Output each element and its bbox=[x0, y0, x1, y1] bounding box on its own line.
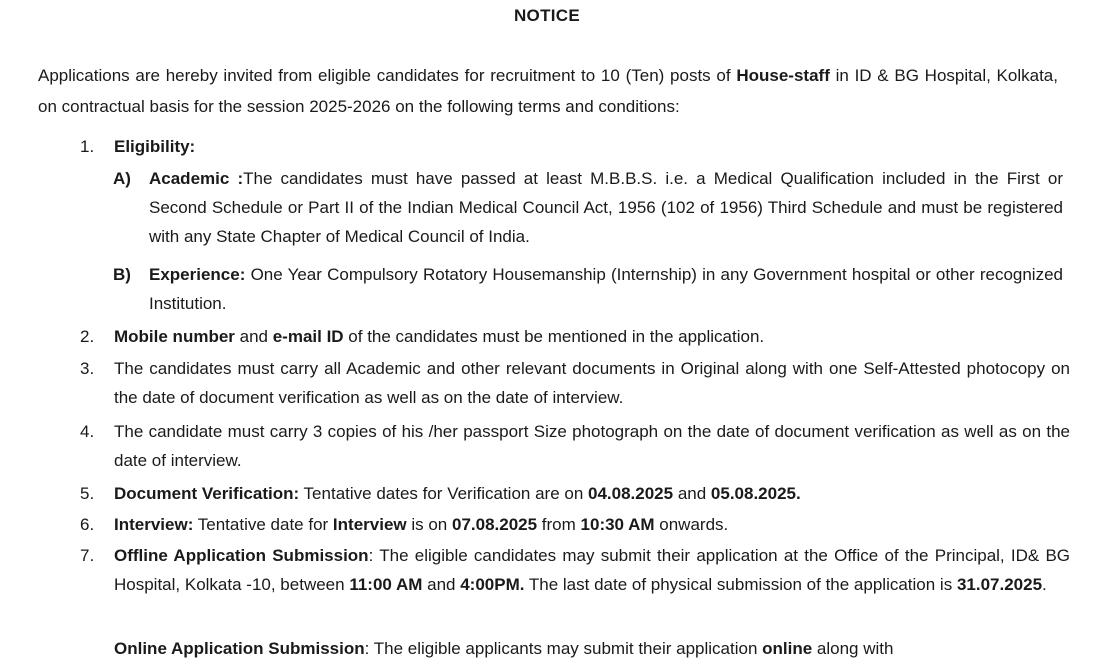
sub-item-experience bbox=[113, 260, 1063, 318]
notice-title: NOTICE bbox=[513, 6, 581, 25]
item-text: The candidate must carry 3 copies of his /her passport Size photograph on the date of document verification as well as on the date of interview. bbox=[114, 422, 1070, 470]
mobile-number-bold: Mobile number bbox=[114, 327, 235, 346]
list-item-photograph bbox=[80, 417, 1070, 475]
item-text: and bbox=[422, 575, 461, 594]
item-text: is on bbox=[406, 515, 452, 534]
email-bold: e-mail ID bbox=[272, 327, 344, 346]
item-number: 3. bbox=[80, 359, 95, 378]
academic-heading: Academic : bbox=[149, 169, 244, 188]
list-item-offline-submission bbox=[80, 541, 1070, 599]
item-text: and bbox=[234, 327, 273, 346]
sub-item-number: A) bbox=[113, 169, 131, 188]
list-item-document-verification bbox=[80, 479, 1070, 508]
item-text: and bbox=[673, 484, 711, 503]
item-text: onwards. bbox=[654, 515, 729, 534]
item-text: : The eligible applicants may submit their application bbox=[364, 639, 763, 658]
eligibility-heading: Eligibility: bbox=[114, 137, 196, 156]
list-item-eligibility bbox=[80, 132, 1070, 161]
interview-bold: Interview bbox=[332, 515, 407, 534]
experience-heading: Experience: bbox=[149, 265, 246, 284]
academic-text: The candidates must have passed at least M.B.B.S. i.e. a Medical Qualification included in the First or Second Schedule or Part II of the Indian Medical Council Act, 1956 (102 of 1956) Third Schedule and must be registered with any State Chapter of Medical Council of India. bbox=[149, 169, 1063, 246]
verification-date-2: 05.08.2025. bbox=[710, 484, 801, 503]
intro-text-1: Applications are hereby invited from eligible candidates for recruitment to 10 (Ten) posts of bbox=[38, 66, 737, 85]
interview-date: 07.08.2025 bbox=[451, 515, 538, 534]
item-number: 6. bbox=[80, 515, 95, 534]
item-text: . bbox=[1042, 575, 1047, 594]
item-text: Tentative date for bbox=[193, 515, 333, 534]
sub-item-number: B) bbox=[113, 265, 131, 284]
list-item-interview bbox=[80, 510, 1070, 539]
intro-house-staff: House-staff bbox=[736, 66, 830, 85]
office-open-time: 11:00 AM bbox=[349, 575, 423, 594]
item-number: 7. bbox=[80, 546, 95, 565]
item-text: : The eligible candidates may submit their application at the Office of the Principal, ID& BG Hospital, Kolkata -10, between bbox=[114, 546, 1071, 594]
last-date: 31.07.2025 bbox=[956, 575, 1043, 594]
item-text: of the candidates must be mentioned in the application. bbox=[343, 327, 765, 346]
item-number: 4. bbox=[80, 422, 95, 441]
online-submission-paragraph bbox=[80, 634, 1070, 660]
experience-text: One Year Compulsory Rotatory Housemanship (Internship) in any Government hospital or other recognized Institution. bbox=[149, 265, 1063, 313]
online-submission-heading: Online Application Submission bbox=[114, 639, 365, 658]
intro-text-2: in ID & BG Hospital, Kolkata, on contractual basis for the session 2025-2026 on the following terms and conditions: bbox=[38, 66, 1058, 116]
sub-item-academic bbox=[113, 164, 1063, 251]
online-bold: online bbox=[762, 639, 813, 658]
list-item-documents bbox=[80, 354, 1070, 412]
verification-date-1: 04.08.2025 bbox=[588, 484, 674, 503]
item-number: 5. bbox=[80, 484, 95, 503]
office-close-time: 4:00PM. bbox=[460, 575, 525, 594]
doc-verification-heading: Document Verification: bbox=[114, 484, 300, 503]
item-text: Tentative dates for Verification are on bbox=[299, 484, 588, 503]
offline-submission-heading: Offline Application Submission bbox=[114, 546, 369, 565]
item-number: 1. bbox=[80, 137, 95, 156]
item-text: The last date of physical submission of the application is bbox=[524, 575, 957, 594]
item-text: along with bbox=[812, 639, 894, 658]
item-text: from bbox=[537, 515, 581, 534]
item-text: The candidates must carry all Academic and other relevant documents in Original along with one Self-Attested photocopy on the date of document verification as well as on the date of interview. bbox=[114, 359, 1070, 407]
interview-time: 10:30 AM bbox=[580, 515, 655, 534]
list-item-mobile-email bbox=[80, 322, 1070, 351]
item-number: 2. bbox=[80, 327, 95, 346]
interview-heading: Interview: bbox=[114, 515, 194, 534]
intro-paragraph bbox=[38, 60, 1058, 122]
